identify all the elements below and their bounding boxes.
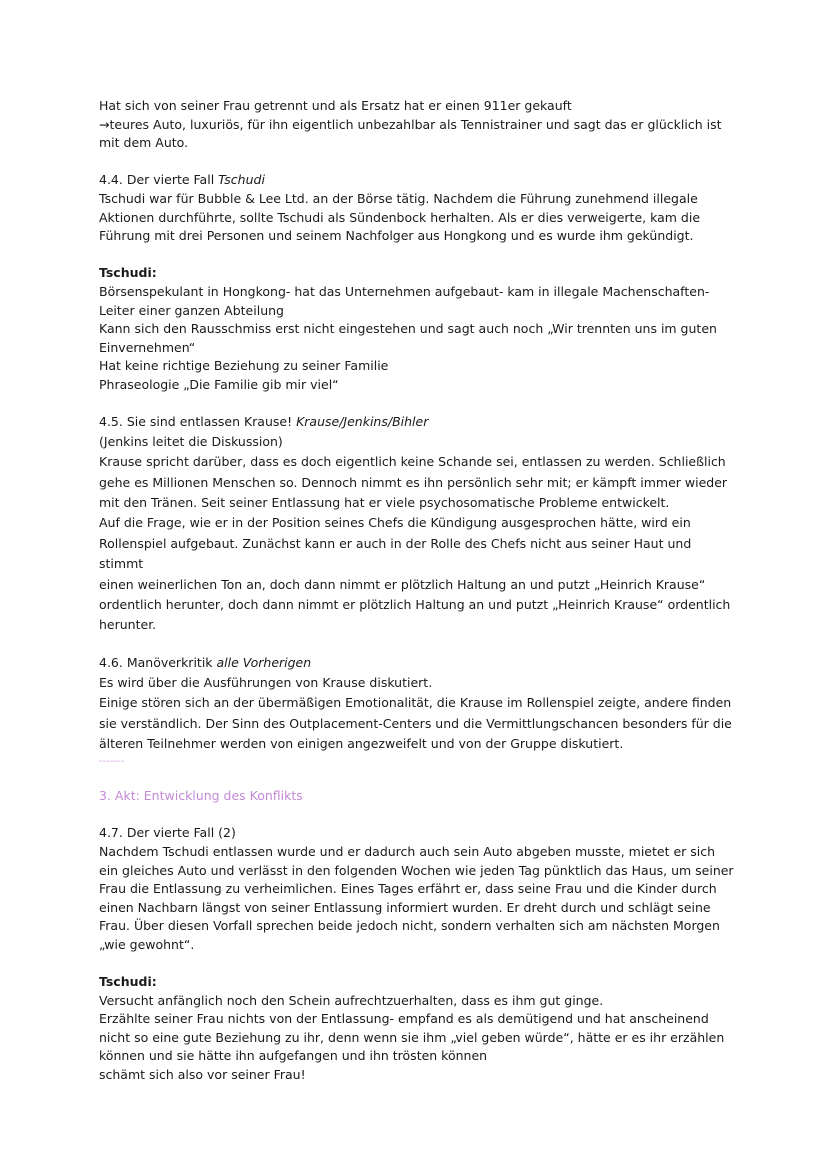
section-4-5-heading-italic: Krause/Jenkins/Bihler [296,414,429,430]
tschudi-2-line: Erzählte seiner Frau nichts von der Entlassung- empfand es als demütigend und hat anscheinend [99,1011,709,1027]
intro-line-2 [99,116,739,135]
section-4-4-heading-text: 4.4. Der vierte Fall [99,172,219,188]
tschudi-1-line: Phraseologie „Die Familie gib mir viel“ [99,376,339,392]
intro-line-1: Hat sich von seiner Frau getrennt und als Ersatz hat er einen 911er gekauft [99,98,572,113]
section-4-6-line: Einige stören sich an der übermäßigen Emotionalität, die Krause im Rollenspiel zeigte, andere finden [99,695,732,711]
section-4-7-line: Frau. Über diesen Vorfall sprechen beide jedoch nicht, sondern verhalten sich am nächsten Morgen [99,918,720,934]
section-4-6-line: Es wird über die Ausführungen von Krause diskutiert. [99,674,433,690]
section-4-6-heading-text: 4.6. Manöverkritik [99,655,217,671]
section-4-5-line: Rollenspiel aufgebaut. Zunächst kann er auch in der Rolle des Chefs nicht aus seiner Haut und stimmt [99,535,692,572]
section-4-7-line: einen Nachbarn längst von seiner Entlassung informiert wurden. Er dreht durch und schlägt seine [99,899,711,915]
tschudi-1-line: Hat keine richtige Beziehung zu seiner Familie [99,358,389,374]
tschudi-label-2: Tschudi: [99,974,157,990]
section-4-5-heading-text: 4.5. Sie sind entlassen Krause! [99,414,297,430]
divider-dashes: ------- [99,755,125,767]
document-page [99,97,739,1085]
section-4-6-line: älteren Teilnehmer werden von einigen angezweifelt und von der Gruppe diskutiert. [99,736,624,752]
tschudi-label-1: Tschudi: [99,265,157,281]
tschudi-2-line: schämt sich also vor seiner Frau! [99,1067,306,1083]
section-4-4-line: Aktionen durchführte, sollte Tschudi als Sündenbock herhalten. Als er dies verweigerte, kam die [99,209,701,225]
section-4-7-heading: 4.7. Der vierte Fall (2) [99,825,236,841]
section-4-4-line: Tschudi war für Bubble & Lee Ltd. an der Börse tätig. Nachdem die Führung zunehmend illegale [99,190,698,206]
section-4-5-line: gehe es Millionen Menschen so. Dennoch nimmt es ihn persönlich sehr mit; er kämpft immer wieder [99,474,728,490]
section-4-5-line: einen weinerlichen Ton an, doch dann nimmt er plötzlich Haltung an und putzt „Heinrich Krause“ [99,576,706,592]
tschudi-1-line: Börsenspekulant in Hongkong- hat das Unternehmen aufgebaut- kam in illegale Machenschaften- [99,283,710,299]
section-4-5-line: herunter. [99,617,157,633]
intro-line-2-text: teures Auto, luxuriös, für ihn eigentlich unbezahlbar als Tennistrainer und sagt das er glücklich ist [109,116,722,132]
section-4-5-line: Krause spricht darüber, dass es doch eigentlich keine Schande sei, entlassen zu werden. Schließlich [99,454,726,470]
section-4-5-heading [99,413,739,432]
act-3-heading: 3. Akt: Entwicklung des Konflikts [99,788,303,804]
section-4-4-heading [99,171,739,190]
section-4-7-line: „wie gewohnt“. [99,936,195,952]
section-4-5-line: ordentlich herunter, doch dann nimmt er plötzlich Haltung an und putzt „Heinrich Krause“ ordentlich [99,596,731,612]
tschudi-1-line: Kann sich den Rausschmiss erst nicht eingestehen und sagt auch noch „Wir trennten uns im guten [99,321,717,337]
tschudi-2-line: Versucht anfänglich noch den Schein aufrechtzuerhalten, dass es ihm gut ginge. [99,992,604,1008]
arrow-right-icon: → [99,116,110,132]
tschudi-1-line: Leiter einer ganzen Abteilung [99,302,284,318]
section-4-5-line: (Jenkins leitet die Diskussion) [99,433,283,449]
intro-line-3: mit dem Auto. [99,135,189,151]
section-4-5-line: Auf die Frage, wie er in der Position seines Chefs die Kündigung ausgesprochen hätte, wird ein [99,515,691,531]
section-4-7-line: Nachdem Tschudi entlassen wurde und er dadurch auch sein Auto abgeben musste, mietet er sich [99,843,716,859]
section-4-4-heading-italic: Tschudi [218,172,265,188]
section-4-7-line: ein gleiches Auto und verlässt in den folgenden Wochen wie jeden Tag pünktlich das Haus, um seiner [99,862,734,878]
section-4-4-line: Führung mit drei Personen und seinem Nachfolger aus Hongkong und es wurde ihm gekündigt. [99,228,694,244]
section-4-7-line: Frau die Entlassung zu verheimlichen. Eines Tages erfährt er, dass seine Frau und die Kinder durch [99,881,717,897]
section-4-5-line: mit den Tränen. Seit seiner Entlassung hat er viele psychosomatische Probleme entwickelt. [99,494,670,510]
section-4-6-heading [99,654,739,673]
tschudi-2-line: können und sie hätte ihn aufgefangen und ihn trösten können [99,1048,488,1064]
section-4-6-line: sie verständlich. Der Sinn des Outplacement-Centers und die Vermittlungschancen besonders für die [99,715,732,731]
tschudi-2-line: nicht so eine gute Beziehung zu ihr, denn wenn sie ihm „viel geben würde“, hätte er es ihr erzählen [99,1029,725,1045]
section-4-6-heading-italic: alle Vorherigen [216,655,312,671]
tschudi-1-line: Einvernehmen“ [99,339,196,355]
